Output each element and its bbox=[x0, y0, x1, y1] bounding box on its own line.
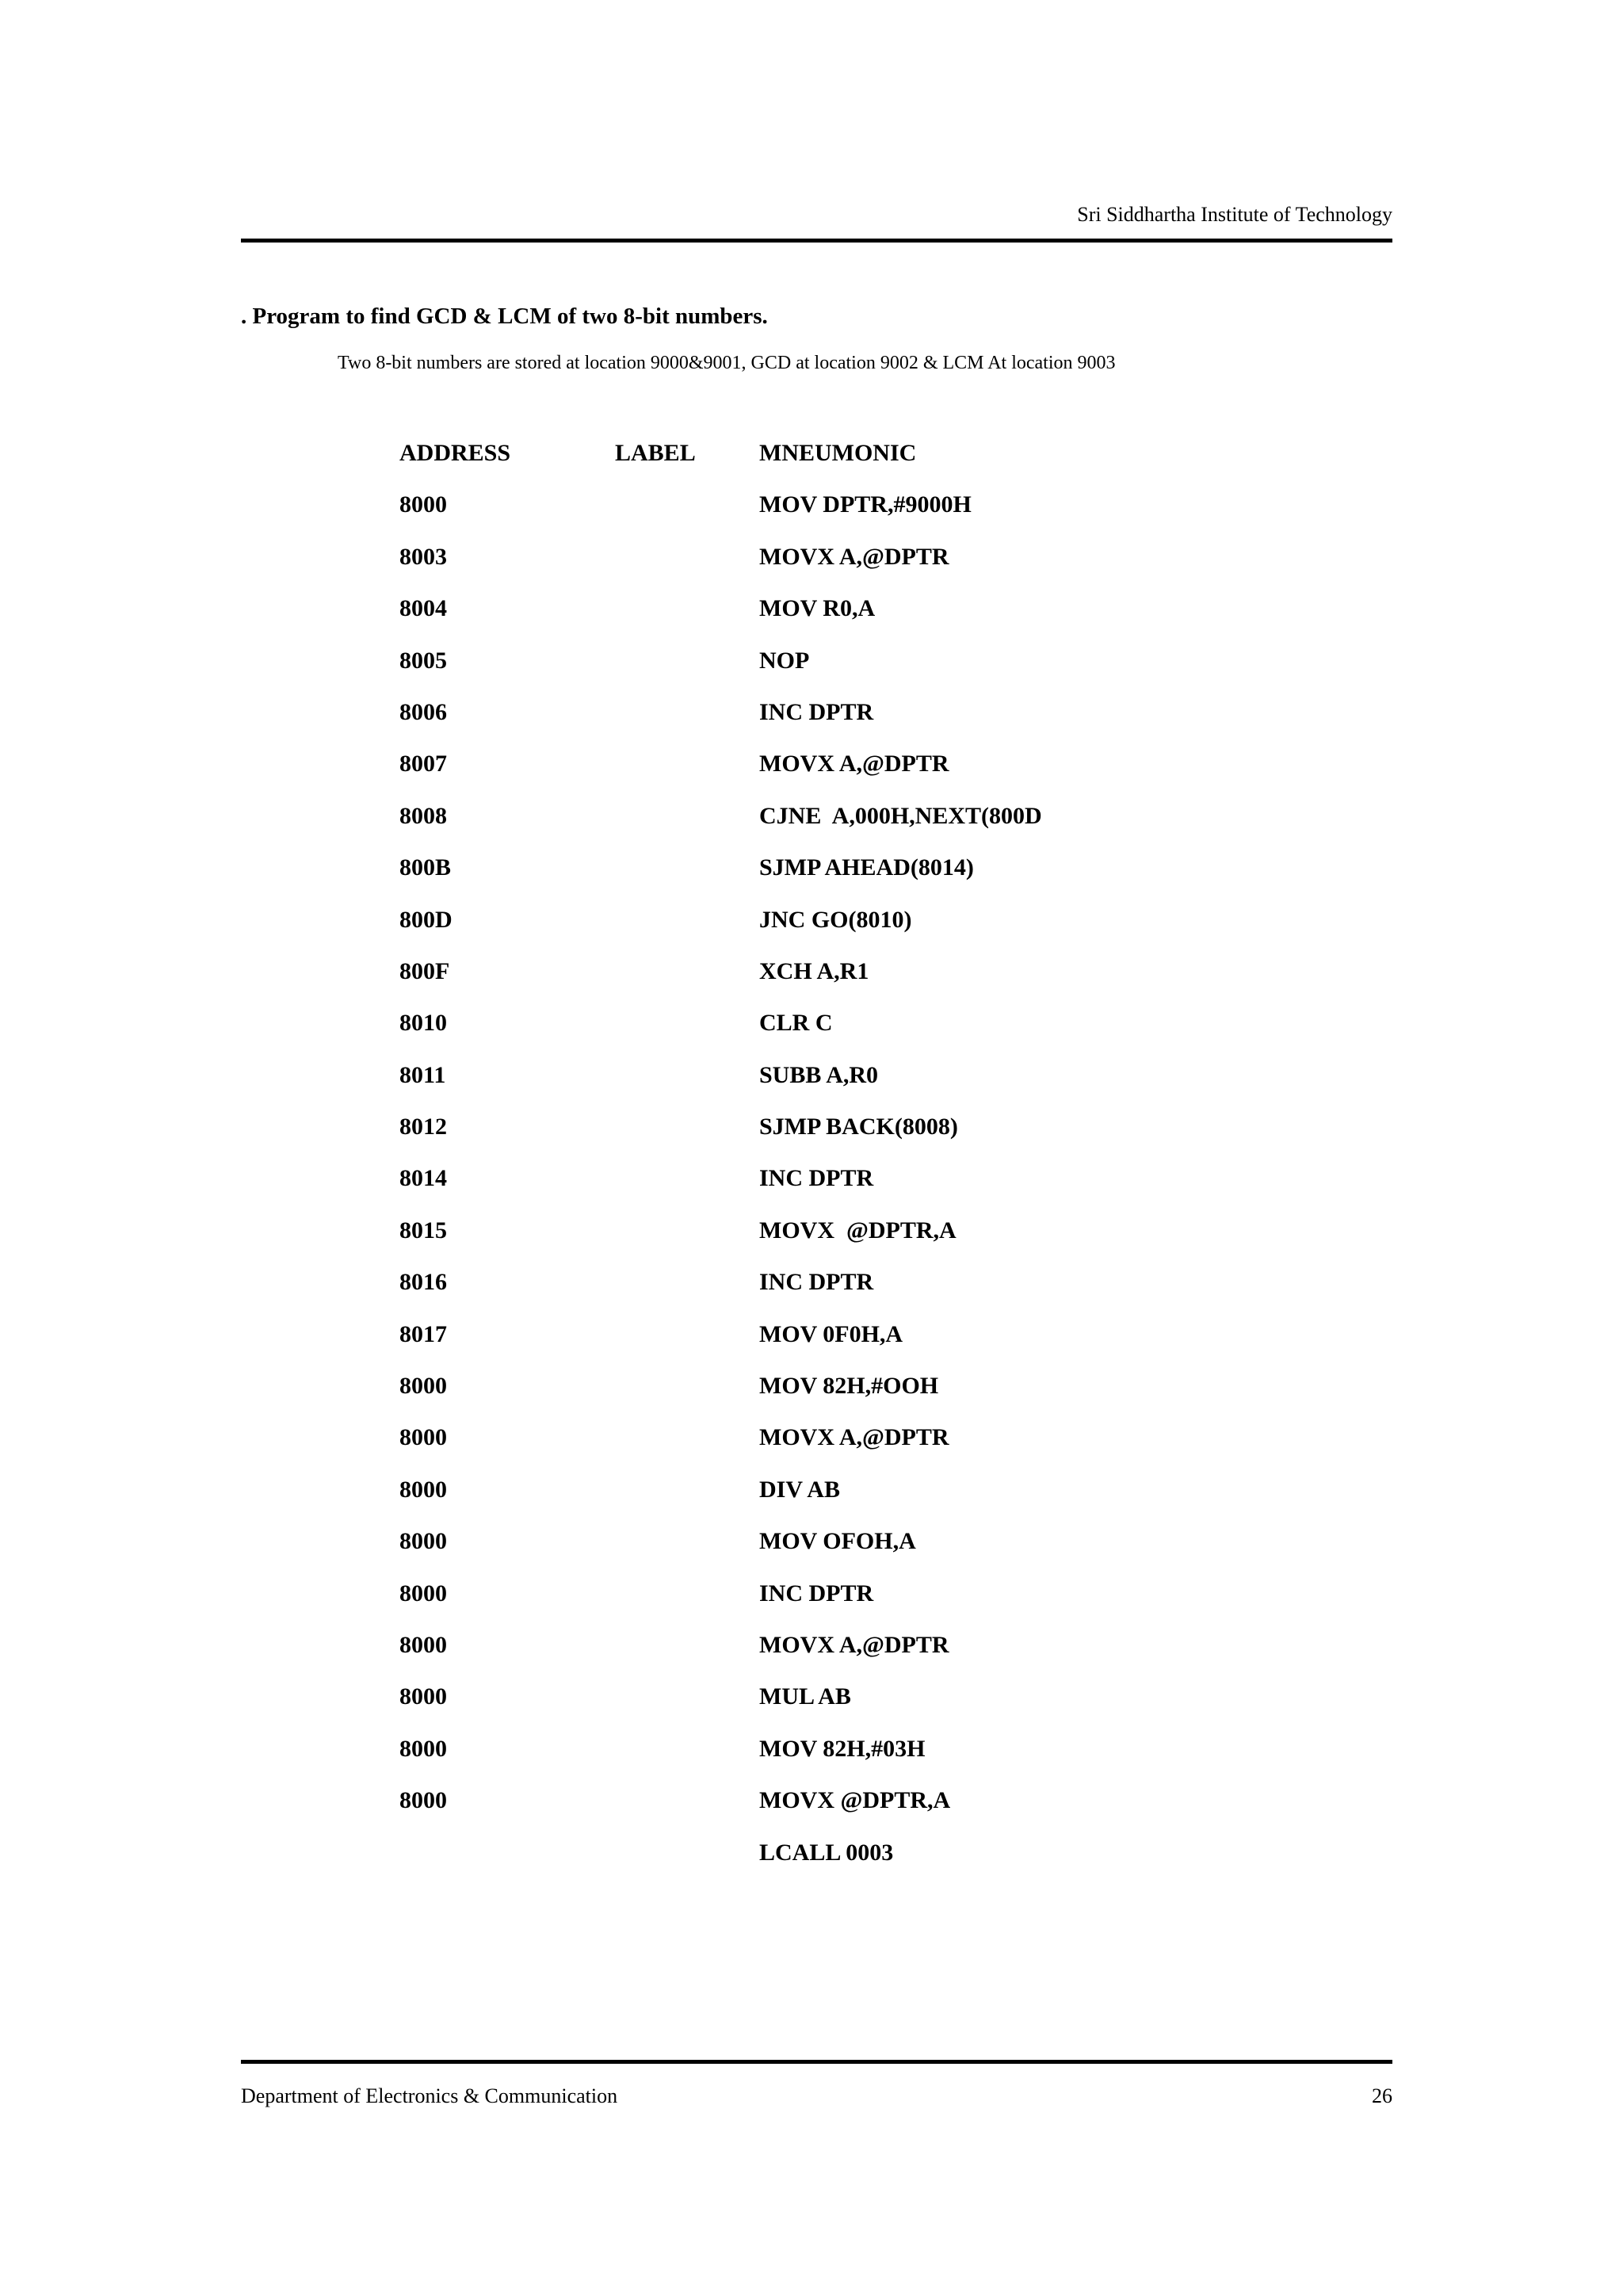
footer-department: Department of Electronics & Communication bbox=[241, 2084, 618, 2107]
table-row bbox=[0, 1839, 1623, 1891]
table-row bbox=[0, 1632, 1623, 1683]
mnemonic-cell: MOV DPTR,#9000H bbox=[759, 491, 972, 518]
address-cell: 8000 bbox=[399, 1476, 447, 1503]
table-row bbox=[0, 1373, 1623, 1424]
header-institute: Sri Siddhartha Institute of Technology bbox=[1077, 203, 1392, 226]
program-title: . Program to find GCD & LCM of two 8-bit numbers. bbox=[241, 304, 768, 329]
table-row bbox=[0, 751, 1623, 802]
mnemonic-cell: MOV 0F0H,A bbox=[759, 1320, 903, 1347]
table-row bbox=[0, 544, 1623, 595]
address-cell: 8014 bbox=[399, 1165, 447, 1192]
table-row bbox=[0, 491, 1623, 543]
mnemonic-cell: MOVX @DPTR,A bbox=[759, 1787, 951, 1814]
mnemonic-cell: SJMP BACK(8008) bbox=[759, 1114, 958, 1140]
mnemonic-cell: INC DPTR bbox=[759, 698, 874, 725]
table-row bbox=[0, 1683, 1623, 1735]
address-cell: 8004 bbox=[399, 595, 447, 622]
mnemonic-cell: MOV R0,A bbox=[759, 595, 876, 622]
table-row bbox=[0, 648, 1623, 699]
address-cell: 8000 bbox=[399, 1631, 447, 1658]
table-row bbox=[0, 1062, 1623, 1114]
mnemonic-cell: XCH A,R1 bbox=[759, 957, 869, 984]
mnemonic-cell: SUBB A,R0 bbox=[759, 1061, 879, 1088]
mnemonic-cell: MOVX A,@DPTR bbox=[759, 1424, 949, 1451]
address-cell: 8000 bbox=[399, 1528, 447, 1555]
table-row bbox=[0, 1424, 1623, 1476]
mnemonic-cell: MUL AB bbox=[759, 1683, 851, 1710]
address-cell: 800B bbox=[399, 854, 452, 881]
mnemonic-cell: INC DPTR bbox=[759, 1580, 874, 1606]
address-cell: 8010 bbox=[399, 1010, 447, 1037]
table-row bbox=[0, 1580, 1623, 1632]
table-row bbox=[0, 907, 1623, 958]
address-cell: 8000 bbox=[399, 1373, 447, 1400]
address-cell: 8015 bbox=[399, 1217, 447, 1244]
mnemonic-cell: NOP bbox=[759, 647, 810, 674]
mnemonic-column-header: MNEUMONIC bbox=[759, 440, 917, 466]
table-row bbox=[0, 1736, 1623, 1787]
address-cell: 8003 bbox=[399, 543, 447, 570]
mnemonic-cell: MOVX @DPTR,A bbox=[759, 1217, 957, 1244]
header-rule bbox=[241, 239, 1392, 243]
mnemonic-cell: CJNE A,000H,NEXT(800D bbox=[759, 802, 1042, 829]
address-column-header: ADDRESS bbox=[399, 440, 511, 466]
mnemonic-cell: MOVX A,@DPTR bbox=[759, 751, 949, 777]
table-row bbox=[0, 854, 1623, 906]
table-row bbox=[0, 1477, 1623, 1528]
mnemonic-cell: MOV OFOH,A bbox=[759, 1528, 916, 1555]
mnemonic-cell: CLR C bbox=[759, 1010, 833, 1037]
table-row bbox=[0, 1217, 1623, 1269]
assembly-listing-table bbox=[0, 440, 1623, 1891]
table-row bbox=[0, 1321, 1623, 1373]
table-row bbox=[0, 1269, 1623, 1320]
mnemonic-cell: MOVX A,@DPTR bbox=[759, 543, 949, 570]
mnemonic-cell: MOV 82H,#03H bbox=[759, 1735, 926, 1762]
footer-rule bbox=[241, 2060, 1392, 2064]
mnemonic-cell: MOV 82H,#OOH bbox=[759, 1373, 939, 1400]
table-header-row bbox=[0, 440, 1623, 491]
table-row bbox=[0, 958, 1623, 1010]
table-row bbox=[0, 1010, 1623, 1061]
mnemonic-cell: INC DPTR bbox=[759, 1165, 874, 1192]
table-row bbox=[0, 1787, 1623, 1839]
address-cell: 800F bbox=[399, 957, 450, 984]
page-number: 26 bbox=[1372, 2084, 1392, 2107]
address-cell: 8000 bbox=[399, 1735, 447, 1762]
table-row bbox=[0, 1528, 1623, 1580]
address-cell: 8008 bbox=[399, 802, 447, 829]
address-cell: 8007 bbox=[399, 751, 447, 777]
address-cell: 8000 bbox=[399, 491, 447, 518]
mnemonic-cell: INC DPTR bbox=[759, 1269, 874, 1296]
address-cell: 8000 bbox=[399, 1424, 447, 1451]
mnemonic-cell: JNC GO(8010) bbox=[759, 906, 912, 933]
address-cell: 8000 bbox=[399, 1683, 447, 1710]
table-row bbox=[0, 803, 1623, 854]
address-cell: 8016 bbox=[399, 1269, 447, 1296]
mnemonic-cell: DIV AB bbox=[759, 1476, 840, 1503]
table-row bbox=[0, 595, 1623, 647]
table-row bbox=[0, 1114, 1623, 1165]
address-cell: 800D bbox=[399, 906, 453, 933]
mnemonic-cell: MOVX A,@DPTR bbox=[759, 1631, 949, 1658]
address-cell: 8005 bbox=[399, 647, 447, 674]
address-cell: 8017 bbox=[399, 1320, 447, 1347]
table-row bbox=[0, 1165, 1623, 1217]
address-cell: 8000 bbox=[399, 1787, 447, 1814]
address-cell: 8006 bbox=[399, 698, 447, 725]
mnemonic-cell: LCALL 0003 bbox=[759, 1839, 894, 1866]
address-cell: 8011 bbox=[399, 1061, 446, 1088]
program-description: Two 8-bit numbers are stored at location 9000&9001, GCD at location 9002 & LCM At location 9003 bbox=[338, 353, 1116, 373]
label-column-header: LABEL bbox=[615, 440, 696, 466]
address-cell: 8012 bbox=[399, 1114, 447, 1140]
address-cell: 8000 bbox=[399, 1580, 447, 1606]
table-row bbox=[0, 699, 1623, 751]
mnemonic-cell: SJMP AHEAD(8014) bbox=[759, 854, 974, 881]
